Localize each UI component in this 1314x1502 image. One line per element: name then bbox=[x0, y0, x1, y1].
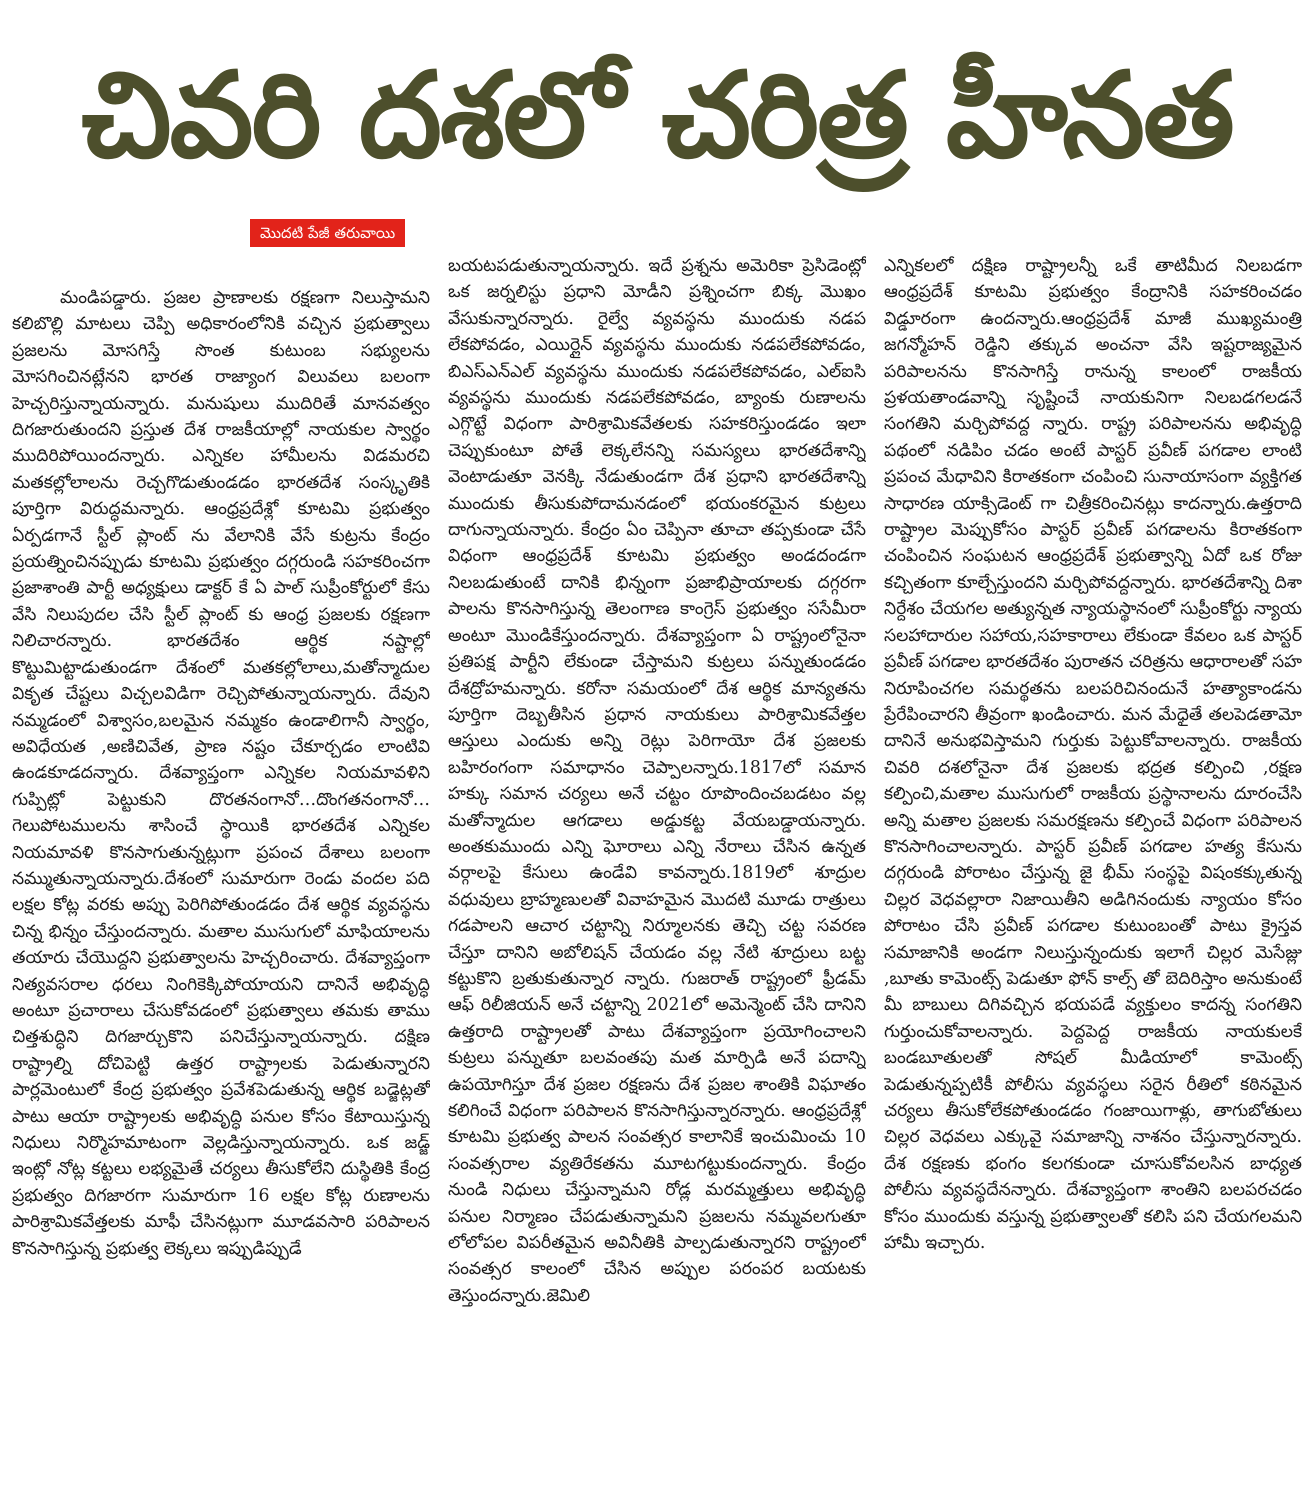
column-2-text: బయటపడుతున్నాయన్నారు. ఇదే ప్రశ్నను అమెరికా ప్రెసిడెంట్లో ఒక జర్నలిస్టు ప్రధాని మోడీని ప్రశ్నించగా బిక్క మొఖం వేసుకున్నారన్నారు. రైల్వే వ్యవస్థను ముందుకు నడప లేకపోవడం, ఎయిర్లైన్ వ్యవస్థను ముందుకు నడపలేకపోవడం, బిఎస్ఎన్ఎల్ వ్యవస్థను ముందుకు నడపలేకపోవడం, ఎల్ఐసి వ్యవస్థను ముందుకు నడపలేకపోవడం, బ్యాంకు రుణాలను ఎగ్గొట్టే విధంగా పారిశ్రామికవేతలకు సహకరిస్తుండడం ఇలా చెప్పుకుంటూ పోతే లెక్కలేనన్ని సమస్యలు భారతదేశాన్ని వెంటాడుతూ వెనక్కి నేడుతుండగా దేశ ప్రధాని భారతదేశాన్ని ముందుకు తీసుకుపోదామనడంలో భయంకరమైన కుట్రలు దాగున్నాయన్నారు. కేంద్రం ఏం చెప్పినా తూచా తప్పకుండా చేసే విధంగా ఆంధ్రప్రదేశ్ కూటమి ప్రభుత్వం అండదండగా నిలబడుతుంటే దానికి భిన్నంగా ప్రజాభిప్రాయాలకు దగ్గరగా పాలను కొనసాగిస్తున్న తెలంగాణ కాంగ్రెస్ ప్రభుత్వం ససేమీరా అంటూ మొండికేస్తుందన్నారు. దేశవ్యాప్తంగా ఏ రాష్ట్రంలోనైనా ప్రతిపక్ష పార్టీని లేకుండా చేస్తామని కుట్రలు పన్నుతుండడం దేశద్రోహమన్నారు. కరోనా సమయంలో దేశ ఆర్థిక మాన్యతను పూర్తిగా దెబ్బతీసిన ప్రధాన నాయకులు పారిశ్రామికవేత్తల ఆస్తులు ఎందుకు అన్ని రెట్లు పెరిగాయో దేశ ప్రజలకు బహిరంగంగా సమాధానం చెప్పాలన్నారు.1817లో సమాన హక్కు సమాన చర్యలు అనే చట్టం రూపొందించబడటం వల్ల మతోన్మాదుల ఆగడాలు అడ్డుకట్ట వేయబడ్డాయన్నారు. అంతకుముందు ఎన్ని ఘోరాలు ఎన్ని నేరాలు చేసిన ఉన్నత వర్గాలపై కేసులు ఉండేవి కావన్నారు.1819లో శూద్రుల వధువులు బ్రాహ్మణులతో వివాహమైన మొదటి మూడు రాత్రులు గడపాలని ఆచార చట్టాన్ని నిర్మూలనకు తెచ్చి చట్ట సవరణ చేస్తూ దానిని అబోలిషన్ చేయడం వల్ల నేటి శూద్రులు బట్ట కట్టుకొని బ్రతుకుతున్నార న్నారు. గుజరాత్ రాష్ట్రంలో ఫ్రీడమ్ ఆఫ్ రిలీజియన్ అనే చట్టాన్ని 2021లో అమెన్మెంట్ చేసి దానిని ఉత్తరాది రాష్ట్రాలతో పాటు దేశవ్యాప్తంగా ప్రయోగించాలని కుట్రలు పన్నుతూ బలవంతపు మత మార్పిడి అనే పదాన్ని ఉపయోగిస్తూ దేశ ప్రజల రక్షణను దేశ ప్రజల శాంతికి విఘాతం కలిగించే విధంగా పరిపాలన కొనసాగిస్తున్నారన్నారు. ఆంధ్రప్రదేశ్లో కూటమి ప్రభుత్వ పాలన సంవత్సర కాలానికే ఇంచుమించు 10 సంవత్సరాల వ్యతిరేకతను మూటగట్టుకుందన్నారు. కేంద్రం నుండి నిధులు చేస్తున్నామని రోడ్ల మరమ్మత్తులు అభివృద్ధి పనుల నిర్మాణం చేపడుతున్నామని ప్రజలను నమ్మవలగుతూ లోలోపల విపరీతమైన అవినీతికి పాల్పడుతున్నారని రాష్ట్రంలో సంవత్సర కాలంలో చేసిన అప్పుల పరంపర బయటకు తెస్తుందన్నారు.జెమిలి bbox=[448, 256, 866, 1306]
article-column-3 bbox=[884, 253, 1302, 1488]
continued-from-front-page-tag: మొదటి పేజీ తరువాయి bbox=[250, 219, 405, 247]
article-column-1 bbox=[12, 253, 430, 1488]
column-1-text: మండిపడ్డారు. ప్రజల ప్రాణాలకు రక్షణగా నిలుస్తామని కలిబొల్లి మాటలు చెప్పి అధికారంలోనికి వచ్చిన ప్రభుత్వాలు ప్రజలను మోసగిస్తే సొంత కుటుంబ సభ్యులను మోసగించినట్లేనని భారత రాజ్యాంగ విలువలు బలంగా హెచ్చరిస్తున్నాయన్నారు. మనుషులు ముదిరితే మానవత్వం దిగజారుతుందని ప్రస్తుత దేశ రాజకీయాల్లో నాయకుల స్వార్థం ముదిరిపోయిందన్నారు. ఎన్నికల హామీలను విడమరచి మతకల్లోలాలను రెచ్చగొడుతుండడం భారతదేశ సంస్కృతికి పూర్తిగా విరుద్ధమన్నారు. ఆంధ్రప్రదేశ్లో కూటమి ప్రభుత్వం ఏర్పడగానే స్టీల్ ప్లాంట్ ను వేలానికి వేసే కుట్రను కేంద్రం ప్రయత్నించినప్పుడు కూటమి ప్రభుత్వం దగ్గరుండి సహకరించగా ప్రజాశాంతి పార్టీ అధ్యక్షులు డాక్టర్ కే ఏ పాల్ సుప్రీంకోర్టులో కేసు వేసి నిలుపుదల చేసి స్టీల్ ప్లాంట్ కు ఆంధ్ర ప్రజలకు రక్షణగా నిలిచారన్నారు. భారతదేశం ఆర్థిక నష్టాల్లో కొట్టుమిట్టాడుతుండగా దేశంలో మతకల్లోలాలు,మతోన్మాదుల వికృత చేష్టలు విచ్చలవిడిగా రెచ్చిపోతున్నాయన్నారు. దేవుని నమ్మడంలో విశ్వాసం,బలమైన నమ్మకం ఉండాలిగానీ స్వార్థం, అవిధేయత ,అణిచివేత, ప్రాణ నష్టం చేకూర్చడం లాంటివి ఉండకూడదన్నారు. దేశవ్యాప్తంగా ఎన్నికల నియమావళిని గుప్పిట్లో పెట్టుకుని దొరతనంగానో…దొంగతనంగానో… గెలుపోటములను శాసించే స్థాయికి భారతదేశ ఎన్నికల నియమావళి కొనసాగుతున్నట్లుగా ప్రపంచ దేశాలు బలంగా నమ్ముతున్నాయన్నారు.దేశంలో సుమారుగా రెండు వందల పది లక్షల కోట్ల వరకు అప్పు పెరిగిపోతుండడం దేశ ఆర్థిక వ్యవస్థను చిన్న భిన్నం చేస్తుందన్నారు. మతాల ముసుగులో మాఫియాలను తయారు చేయొద్దని ప్రభుత్వాలను హెచ్చరించారు. దేశవ్యాప్తంగా నిత్యవసరాల ధరలు నింగికెక్కిపోయాయని దానినే అభివృద్ధి అంటూ ప్రచారాలు చేసుకోవడంలో ప్రభుత్వాలు తమకు తాము చిత్తశుద్ధిని దిగజార్చుకొని పనిచేస్తున్నాయన్నారు. దక్షిణ రాష్ట్రాల్ని దోచిపెట్టి ఉత్తర రాష్ట్రాలకు పెడుతున్నారని పార్లమెంటులో కేంద్ర ప్రభుత్వం ప్రవేశపెడుతున్న ఆర్థిక బడ్జెట్లతో పాటు ఆయా రాష్ట్రాలకు అభివృద్ధి పనుల కోసం కేటాయిస్తున్న నిధులు నిర్మొహమాటంగా వెల్లడిస్తున్నాయన్నారు. ఒక జడ్జ్ ఇంట్లో నోట్ల కట్టలు లభ్యమైతే చర్యలు తీసుకోలేని దుస్థితికి కేంద్ర ప్రభుత్వం దిగజారగా సుమారుగా 16 లక్షల కోట్ల రుణాలను పారిశ్రామికవేత్తలకు మాఫీ చేసినట్లుగా మూడవసారి పరిపాలన కొనసాగిస్తున్న ప్రభుత్వ లెక్కలు ఇప్పుడిప్పుడే bbox=[12, 288, 430, 1259]
column-3-text: ఎన్నికలలో దక్షిణ రాష్ట్రాలన్నీ ఒకే తాటిమీద నిలబడగా ఆంధ్రప్రదేశ్ కూటమి ప్రభుత్వం కేంద్రానికి సహకరించడం విడ్డూరంగా ఉందన్నారు.ఆంధ్రప్రదేశ్ మాజీ ముఖ్యమంత్రి జగన్మోహన్ రెడ్డిని తక్కువ అంచనా వేసి ఇష్టరాజ్యమైన పరిపాలనను కొనసాగిస్తే రానున్న కాలంలో రాజకీయ ప్రళయతాండవాన్ని సృష్టించే నాయకునిగా నిలబడగలడనే సంగతిని మర్చిపోవద్ద న్నారు. రాష్ట్ర పరిపాలనను అభివృద్ధి పథంలో నడిపిం చడం అంటే పాస్టర్ ప్రవీణ్ పగడాల లాంటి ప్రపంచ మేధావిని కిరాతకంగా చంపించి సునాయాసంగా వ్యక్తిగత సాధారణ యాక్సిడెంట్ గా చిత్రీకరించినట్లు కాదన్నారు.ఉత్తరాది రాష్ట్రాల మెప్పుకోసం పాస్టర్ ప్రవీణ్ పగడాలను కిరాతకంగా చంపించిన సంఘటన ఆంధ్రప్రదేశ్ ప్రభుత్వాన్ని ఏదో ఒక రోజు కచ్చితంగా కూల్చేస్తుందని మర్చిపోవద్దన్నారు. భారతదేశాన్ని దిశా నిర్దేశం చేయగల అత్యున్నత న్యాయస్థానంలో సుప్రీంకోర్టు న్యాయ సలహాదారుల సహాయ,సహకారాలు లేకుండా కేవలం ఒక పాస్టర్ ప్రవీణ్ పగడాల భారతదేశం పురాతన చరిత్రను ఆధారాలతో సహ నిరూపించగల సమర్థతను బలపరిచినందునే హత్యాకాండను ప్రేరేపించారని తీవ్రంగా ఖండించారు. మన మేధైతే తలపెడతామో దానినే అనుభవిస్తామని గుర్తుకు పెట్టుకోవాలన్నారు. రాజకీయ చివరి దశలోనైనా దేశ ప్రజలకు భద్రత కల్పించి ,రక్షణ కల్పించి,మతాల ముసుగులో రాజకీయ ప్రస్థానాలను దూరంచేసి అన్ని మతాల ప్రజలకు సమరక్షణను కల్పించే విధంగా పరిపాలన కొనసాగించాలన్నారు. పాస్టర్ ప్రవీణ్ పగడాల హత్య కేసును దగ్గరుండి పోరాటం చేస్తున్న జై భీమ్ సంస్థపై విషంకక్కుతున్న చిల్లర వెధవల్లారా నిజాయితీని అడిగినందుకు న్యాయం కోసం పోరాటం చేసి ప్రవీణ్ పగడాల కుటుంబంతో పాటు క్రైస్తవ సమాజానికి అండగా నిలుస్తున్నందుకు ఇలాగే చిల్లర మెసేజ్లు ,బూతు కామెంట్స్ పెడుతూ ఫోన్ కాల్స్ తో బెదిరిస్తాం అనుకుంటే మీ బాబులు దిగివచ్చిన భయపడే వ్యక్తులం కాదన్న సంగతిని గుర్తుంచుకోవాలన్నారు. పెద్దపెద్ద రాజకీయ నాయకులకే బండబూతులతో సోషల్ మీడియాలో కామెంట్స్ పెడుతున్నప్పటికీ పోలీసు వ్యవస్థలు సరైన రీతిలో కఠినమైన చర్యలు తీసుకోలేకపోతుండడం గంజాయిగాళ్లు, తాగుబోతులు చిల్లర వెధవలు ఎక్కువై సమాజాన్ని నాశనం చేస్తున్నారన్నారు. దేశ రక్షణకు భంగం కలగకుండా చూసుకోవలసిన బాధ్యత పోలీసు వ్యవస్థదేనన్నారు. దేశవ్యాప్తంగా శాంతిని బలపరచడం కోసం ముందుకు వస్తున్న ప్రభుత్వాలతో కలిసి పని చేయగలమని హామీ ఇచ్చారు. bbox=[884, 256, 1302, 1254]
article-body bbox=[12, 253, 1302, 1488]
article-column-2 bbox=[448, 253, 866, 1488]
headline: చివరి దశలో చరిత్ర హీనత bbox=[81, 46, 1233, 184]
